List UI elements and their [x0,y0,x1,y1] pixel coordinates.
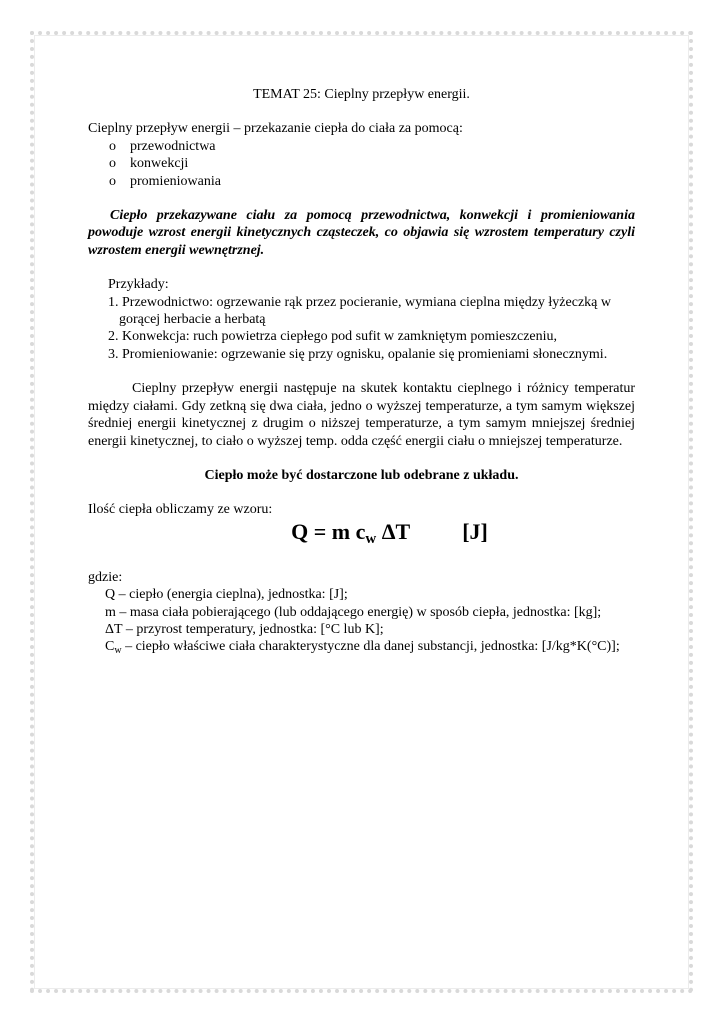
page-title: TEMAT 25: Cieplny przepływ energii. [253,87,470,102]
definition-subscript: w [114,645,122,657]
formula-subscript: w [365,530,377,547]
formula-intro: Ilość ciepła obliczamy ze wzoru: [88,502,273,518]
definition-symbol: C [105,639,115,655]
examples-heading: Przykłady: [108,277,169,293]
definition-item [105,604,635,621]
definition-symbol: m [105,604,116,620]
heat-formula [88,519,635,552]
bullet-icon: o [109,173,116,189]
formula-unit: [J] [462,518,488,544]
methods-list [88,138,635,190]
list-item-label: konwekcji [130,156,189,172]
bold-paragraph: Ciepło przekazywane ciału za pomocą przewodnictwa, konwekcji i promieniowania powoduje wzrost energii kinetycznych cząsteczek, co objawia się wzrostem temperatury czyli wzrostem energii wewnętrznej. [88,208,635,258]
intro-text: Cieplny przepływ energii – przekazanie ciepła do ciała za pomocą: [88,121,463,137]
document-body [88,86,635,660]
definition-symbol: Q [105,587,116,603]
list-item-label: przewodnictwa [130,138,216,154]
where-label: gdzie: [88,569,123,585]
definition-text: – przyrost temperatury, jednostka: [°C lub K]; [122,621,384,637]
list-item [88,138,635,155]
contact-paragraph: Cieplny przepływ energii następuje na skutek kontaktu cieplnego i różnicy temperatur między ciałami. Gdy zetkną się dwa ciała, jedno o wyższej temperaturze, a tym samym większej średniej energii kinetycznej z drugim o niższej temperaturze, a tym samym mniejszej średniej energii kinetycznej, to ciało o wyższej temp. odda część energii ciału o mniejszej temperaturze. [88,381,635,449]
statement: Ciepło może być dostarczone lub odebrane z układu. [204,467,519,483]
definitions-list [88,586,635,660]
list-item-label: promieniowania [130,173,221,189]
list-item [88,155,635,172]
definition-symbol: ΔT [105,621,123,637]
definition-item [105,621,635,638]
definition-text: – masa ciała pobierającego (lub oddającego energię) w sposób ciepła, jednostka: [kg]; [115,604,602,620]
bullet-icon: o [109,156,116,172]
example-item: 2. Konwekcja: ruch powietrza ciepłego pod sufit w zamkniętym pomieszczeniu, [108,329,558,345]
bullet-icon: o [109,138,116,154]
example-item: 1. Przewodnictwo: ogrzewanie rąk przez pocieranie, wymiana cieplna między łyżeczką w gorącej herbacie a herbatą [108,294,611,328]
example-item: 3. Promieniowanie: ogrzewanie się przy ognisku, opalanie się promieniami słonecznymi. [108,346,608,362]
formula-right: ΔT [376,518,411,544]
definition-item [105,586,635,603]
list-item [88,173,635,190]
examples-section [88,276,635,363]
definition-text: – ciepło właściwe ciała charakterystyczne dla danej substancji, jednostka: [J/kg*K(°C)]; [121,639,620,655]
definition-item [105,638,635,659]
definition-text: – ciepło (energia cieplna), jednostka: [J]; [115,587,348,603]
formula-left: Q = m c [291,518,366,544]
